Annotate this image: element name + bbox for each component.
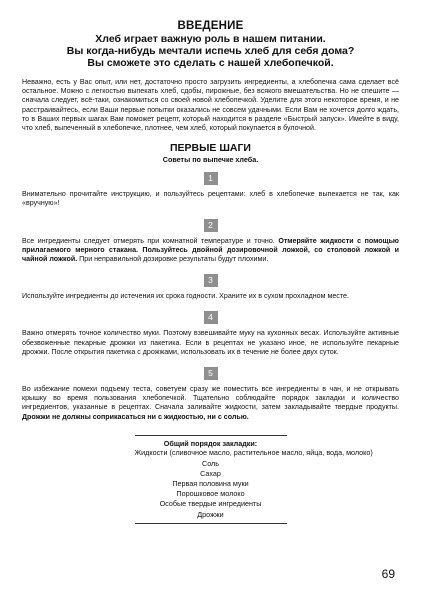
loading-order-item: Жидкости (сливочное масло, растительное масло, яйца, вода, молоко) — [134, 448, 373, 458]
loading-order-item: Соль — [202, 458, 219, 468]
step-number-5: 5 — [204, 367, 218, 380]
step-5-text-a: Во избежание помехи подъему теста, советуем сразу же поместить все ингредиенты в чан, и не открывать крышку во время пользования хлебопечкой. Тщательно соблюдайте порядок закладки и количество ингредиентов, указанные в рецептах. Сначала заливайте жидкости, затем закладывайте твердые продукты. — [22, 385, 399, 412]
loading-order-list — [134, 448, 373, 519]
step-3-text: Используйте ингредиенты до истечения их срока годности. Храните их в сухом прохладном месте. — [22, 292, 349, 301]
section-title: ПЕРВЫЕ ШАГИ — [170, 142, 251, 155]
step-2-text-a: Все ингредиенты следует отмерять при комнатной температуре и точно. — [22, 236, 279, 245]
document-page — [22, 20, 399, 524]
subtitle-line-1: Хлеб играет важную роль в нашем питании. — [95, 33, 326, 45]
page-title: ВВЕДЕНИЕ — [177, 20, 244, 32]
step-2-text-b: При неправильной дозировке результаты будут плохими. — [77, 255, 269, 264]
step-2-bold: Отмеряйте жидкости с помощью прилагаемого мерного стакана. Пользуйтесь двойной дозировочной ложкой, со столовой ложкой и чайной ложкой. — [22, 236, 399, 264]
loading-order-item: Порошковое молоко — [176, 489, 245, 499]
step-number-1: 1 — [204, 172, 218, 185]
step-1-text: Внимательно прочитайте инструкцию, и пользуйтесь рецептами: хлеб в хлебопечке выпекается не так, как «вручную»! — [22, 190, 399, 208]
subtitle-line-3: Вы сможете это сделать с нашей хлебопечкой. — [87, 57, 334, 69]
page-number: 69 — [381, 567, 395, 581]
step-2-text — [22, 237, 399, 265]
loading-order-box — [134, 435, 373, 524]
subtitle-line-2: Вы когда-нибудь мечтали испечь хлеб для себя дома? — [66, 45, 355, 57]
step-5-text — [22, 385, 399, 422]
loading-order-item: Первая половина муки — [172, 478, 249, 488]
loading-order-item: Дрожжи — [197, 509, 224, 519]
loading-order-title: Общий порядок закладки: — [163, 438, 258, 448]
step-4-text: Важно отмерять точное количество муки. Поэтому взвешивайте муку на кухонных весах. Используйте активные обезвоженные пекарные дрожжи из пакетика. Если в рецептах не указано иное, не используйте пекарные дрожжи. После открытия пакетика с дрожжами, использовать их в течение не более двух суток. — [22, 329, 399, 356]
step-number-2: 2 — [204, 219, 218, 232]
step-5-bold: Дрожжи не должны соприкасаться ни с жидкостью, ни с солью. — [22, 412, 249, 421]
section-subtitle: Советы по выпечке хлеба. — [162, 155, 259, 165]
intro-paragraph: Неважно, есть у Вас опыт, или нет, достаточно просто загрузить ингредиенты, а хлебопечка сама сделает всё остальное. Можно с легкостью выпекать хлеб, сдобы, пирожные, без всякого вмешательства. Но не спешите — сначала следует, всё-таки, ознакомиться со своей новой хлебопечкой. Уделите для этого некоторое время, и не расстраивайтесь, если Ваши первые попытки оказались не совсем удачными. Если Вам не хочется долго ждать, то в Ваших первых шагах Вам поможет рецепт, который находится в разделе «Быстрый запуск». Имейте в виду, что хлеб, выпеченный в хлебопечке, плотнее, чем хлеб, который покупается в булочной. — [22, 78, 399, 133]
step-number-3: 3 — [204, 274, 218, 287]
loading-order-item: Сахар — [200, 468, 221, 478]
step-number-4: 4 — [204, 311, 218, 324]
loading-order-item: Особые твердые ингредиенты — [159, 499, 262, 509]
